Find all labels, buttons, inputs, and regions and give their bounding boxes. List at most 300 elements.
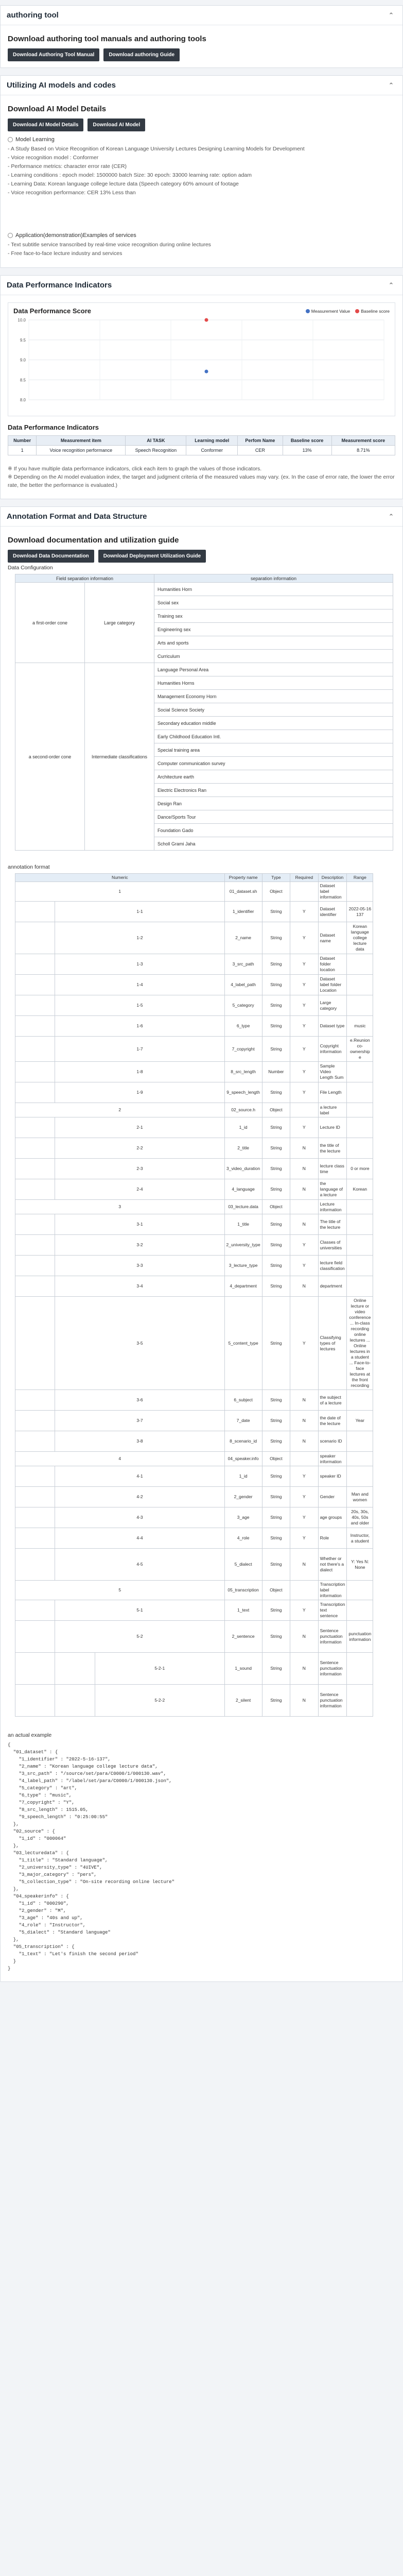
property-cell: 5_category xyxy=(224,995,262,1016)
download-documentation-button[interactable]: Download Data Documentation xyxy=(8,550,94,563)
type-cell: Number xyxy=(262,1062,290,1082)
type-cell: String xyxy=(262,902,290,922)
cfg-item-cell: Early Childhood Education Intl. xyxy=(154,730,393,743)
required-cell: Y xyxy=(290,1117,319,1138)
list-item: - Free face-to-face lecture industry and services xyxy=(8,250,122,257)
table-row xyxy=(15,1082,393,1103)
annotation-format-label: annotation format xyxy=(8,864,50,870)
type-cell: String xyxy=(262,1600,290,1621)
range-cell xyxy=(347,1581,373,1600)
numeric-cell: 5-1 xyxy=(55,1600,224,1621)
description-cell: Dataset label information xyxy=(318,882,347,902)
model-learning-list xyxy=(8,145,395,197)
type-cell: String xyxy=(262,1390,290,1411)
chart-legend xyxy=(306,309,390,314)
range-cell xyxy=(347,1117,373,1138)
range-cell: Online lecture or video conference ... In-class recording online lectures ... Online lectures in a student ... Face-to-face lectures at the front recording xyxy=(347,1297,373,1390)
numeric-cell: 1-9 xyxy=(55,1082,224,1103)
range-cell xyxy=(347,1256,373,1276)
required-cell: Y xyxy=(290,1082,319,1103)
cfg-item-cell: Training sex xyxy=(154,609,393,623)
property-cell: 2_university_type xyxy=(224,1235,262,1256)
type-cell: String xyxy=(262,1466,290,1487)
y-tick-label: 8.0 xyxy=(20,398,26,402)
required-cell: N xyxy=(290,1431,319,1452)
required-cell xyxy=(290,1452,319,1466)
indent-cell xyxy=(15,902,55,922)
type-cell: String xyxy=(262,954,290,975)
table-row[interactable] xyxy=(8,446,395,455)
numeric-cell: 2-1 xyxy=(55,1117,224,1138)
chevron-up-icon[interactable]: ⌃ xyxy=(388,281,394,289)
table-row xyxy=(15,1200,393,1214)
required-cell: N xyxy=(290,1179,319,1200)
y-tick-label: 9.0 xyxy=(20,358,26,363)
column-header: Required xyxy=(290,874,319,882)
property-cell: 4_role xyxy=(224,1528,262,1549)
range-cell xyxy=(347,1138,373,1159)
description-cell: Sample Video Length Sum xyxy=(318,1062,347,1082)
numeric-cell: 2 xyxy=(15,1103,225,1117)
type-cell: String xyxy=(262,995,290,1016)
cfg-field-cell: a first-order cone xyxy=(15,583,85,663)
table-cell: Conformer xyxy=(186,446,238,455)
chart-title: Data Performance Score xyxy=(13,307,92,315)
required-cell: Y xyxy=(290,1016,319,1037)
property-cell: 5_content_type xyxy=(224,1297,262,1390)
type-cell: String xyxy=(262,1159,290,1179)
authoring-section-title: authoring tool xyxy=(7,11,59,20)
cfg-item-cell: Electric Electronics Ran xyxy=(154,784,393,797)
numeric-cell: 3 xyxy=(15,1200,225,1214)
column-header: Number xyxy=(8,436,37,446)
property-cell: 7_copyright xyxy=(224,1037,262,1062)
range-cell: Korean xyxy=(347,1179,373,1200)
required-cell: Y xyxy=(290,902,319,922)
indent-cell xyxy=(15,1138,55,1159)
numeric-cell: 1-2 xyxy=(55,922,224,954)
numeric-cell: 5-2 xyxy=(55,1621,224,1653)
table-cell: 1 xyxy=(8,446,37,455)
property-cell: 5_dialect xyxy=(224,1549,262,1581)
performance-chart xyxy=(13,315,392,410)
type-cell: String xyxy=(262,1276,290,1297)
list-item: - Voice recognition performance: CER 13% Less than xyxy=(8,190,136,196)
indent-cell xyxy=(15,1235,55,1256)
table-row xyxy=(15,1117,393,1138)
property-cell: 2_title xyxy=(224,1138,262,1159)
type-cell: String xyxy=(262,1297,290,1390)
numeric-cell: 1 xyxy=(15,882,225,902)
cfg-item-cell: Arts and sports xyxy=(154,636,393,650)
range-cell xyxy=(347,1431,373,1452)
range-cell xyxy=(347,1685,373,1717)
description-cell: Classifying types of lectures xyxy=(318,1297,347,1390)
description-cell: the date of the lecture xyxy=(318,1411,347,1431)
type-cell: String xyxy=(262,1082,290,1103)
table-row xyxy=(15,1600,393,1621)
indent-cell xyxy=(55,1685,95,1717)
required-cell xyxy=(290,1581,319,1600)
required-cell: Y xyxy=(290,954,319,975)
performance-chart-card xyxy=(8,302,395,416)
range-cell: punctuation information xyxy=(347,1621,373,1653)
range-cell xyxy=(347,1600,373,1621)
table-row xyxy=(15,663,393,676)
type-cell: String xyxy=(262,1016,290,1037)
table-row xyxy=(15,882,393,902)
table-cell: 13% xyxy=(283,446,331,455)
authoring-section xyxy=(0,5,403,68)
download-model-button[interactable]: Download AI Model xyxy=(87,118,145,131)
download-utilization-guide-button[interactable]: Download Deployment Utilization Guide xyxy=(98,550,206,563)
list-item: - A Study Based on Voice Recognition of Korean Language University Lectures Designing Learning Models for Development xyxy=(8,146,305,152)
property-cell: 4_department xyxy=(224,1276,262,1297)
cfg-item-cell: Architecture earth xyxy=(154,770,393,784)
type-cell: String xyxy=(262,975,290,995)
indent-cell xyxy=(15,1037,55,1062)
table-row xyxy=(15,1507,393,1528)
column-header: Measurement item xyxy=(37,436,126,446)
property-cell: 6_type xyxy=(224,1016,262,1037)
required-cell: Y xyxy=(290,922,319,954)
range-cell xyxy=(347,1390,373,1411)
indent-cell xyxy=(15,1117,55,1138)
range-cell: Year xyxy=(347,1411,373,1431)
description-cell: Dataset name xyxy=(318,922,347,954)
cfg-item-cell: Special training area xyxy=(154,743,393,757)
table-row xyxy=(15,975,393,995)
property-cell: 01_dataset.sh xyxy=(224,882,262,902)
measurement-point[interactable] xyxy=(205,369,208,373)
property-cell: 7_date xyxy=(224,1411,262,1431)
list-item: - Learning conditions : epoch model: 1500000 batch Size: 30 epoch: 33000 learning rate: option adam xyxy=(8,172,252,178)
models-section xyxy=(0,75,403,268)
list-item: - Learning Data: Korean language college lecture data (Speech category 60% amount of footage xyxy=(8,181,239,187)
cfg-item-cell: Scholl Grami Jaha xyxy=(154,837,393,851)
performance-table xyxy=(8,435,395,455)
property-cell: 04_speaker.info xyxy=(224,1452,262,1466)
column-header: Measurement score xyxy=(331,436,395,446)
property-cell: 2_gender xyxy=(224,1487,262,1507)
cfg-item-cell: Curriculum xyxy=(154,650,393,663)
required-cell: Y xyxy=(290,1466,319,1487)
indent-cell xyxy=(15,1297,55,1390)
required-cell: N xyxy=(290,1159,319,1179)
numeric-cell: 1-7 xyxy=(55,1037,224,1062)
property-cell: 1_id xyxy=(224,1466,262,1487)
type-cell: String xyxy=(262,1549,290,1581)
range-cell: 20s, 30s, 40s, 50s and older xyxy=(347,1507,373,1528)
required-cell: Y xyxy=(290,995,319,1016)
data-config-table xyxy=(15,574,393,851)
property-cell: 2_sentence xyxy=(224,1621,262,1653)
range-cell xyxy=(347,882,373,902)
required-cell: N xyxy=(290,1685,319,1717)
numeric-cell: 1-1 xyxy=(55,902,224,922)
table-row xyxy=(15,1431,393,1452)
description-cell: Transcription label information xyxy=(318,1581,347,1600)
numeric-cell: 3-8 xyxy=(55,1431,224,1452)
type-cell: String xyxy=(262,1653,290,1685)
numeric-cell: 1-4 xyxy=(55,975,224,995)
download-manual-button[interactable]: Download Authoring Tool Manual xyxy=(8,48,99,61)
property-cell: 8_scenario_id xyxy=(224,1431,262,1452)
table-row xyxy=(15,1528,393,1549)
range-cell: 0 or more xyxy=(347,1159,373,1179)
indent-cell xyxy=(15,1159,55,1179)
required-cell: Y xyxy=(290,1062,319,1082)
range-cell: Korean language college lecture data xyxy=(347,922,373,954)
column-header: Range xyxy=(347,874,373,882)
indent-cell xyxy=(15,1549,55,1581)
table-row xyxy=(15,1390,393,1411)
required-cell xyxy=(290,882,319,902)
description-cell: Dataset type xyxy=(318,1016,347,1037)
cfg-item-cell: Social Science Society xyxy=(154,703,393,717)
type-cell: String xyxy=(262,1117,290,1138)
required-cell: N xyxy=(290,1549,319,1581)
description-cell: Sentence punctuation information xyxy=(318,1621,347,1653)
type-cell: String xyxy=(262,1507,290,1528)
cfg-header-sep: separation information xyxy=(154,574,393,583)
range-cell xyxy=(347,1653,373,1685)
description-cell: Whether or not there's a dialect xyxy=(318,1549,347,1581)
range-cell xyxy=(347,954,373,975)
table-row xyxy=(15,1256,393,1276)
property-cell: 3_age xyxy=(224,1507,262,1528)
indent-cell xyxy=(15,1082,55,1103)
cfg-item-cell: Management Economy Horn xyxy=(154,690,393,703)
column-header: Type xyxy=(262,874,290,882)
y-tick-label: 8.5 xyxy=(20,378,26,383)
annotation-format-table xyxy=(15,873,393,1717)
required-cell: N xyxy=(290,1214,319,1235)
cfg-item-cell: Humanities Horns xyxy=(154,676,393,690)
numeric-cell: 3-2 xyxy=(55,1235,224,1256)
numeric-cell: 4-5 xyxy=(55,1549,224,1581)
description-cell: Copyright information xyxy=(318,1037,347,1062)
chevron-up-icon[interactable]: ⌃ xyxy=(388,81,394,89)
range-cell xyxy=(347,995,373,1016)
property-cell: 4_label_path xyxy=(224,975,262,995)
baseline-point[interactable] xyxy=(205,318,208,322)
table-row xyxy=(15,583,393,596)
table-row xyxy=(15,1621,393,1653)
numeric-cell: 5 xyxy=(15,1581,225,1600)
range-cell xyxy=(347,975,373,995)
type-cell: Object xyxy=(262,1581,290,1600)
required-cell: N xyxy=(290,1390,319,1411)
numeric-cell: 3-7 xyxy=(55,1411,224,1431)
cfg-field-cell: a second-order cone xyxy=(15,663,85,851)
table-cell: CER xyxy=(238,446,283,455)
legend-baseline[interactable]: Baseline score xyxy=(355,309,390,314)
property-cell: 4_language xyxy=(224,1179,262,1200)
property-cell: 1_title xyxy=(224,1214,262,1235)
radio-icon[interactable] xyxy=(8,137,13,142)
indent-cell xyxy=(15,954,55,975)
numeric-cell: 5-2-2 xyxy=(95,1685,224,1717)
cfg-category-cell: Large category xyxy=(85,583,154,663)
indent-cell xyxy=(15,1621,55,1653)
description-cell: the title of the lecture xyxy=(318,1138,347,1159)
range-cell xyxy=(347,1235,373,1256)
table-row xyxy=(15,1685,393,1717)
description-cell: Lecture information xyxy=(318,1200,347,1214)
numeric-cell: 3-4 xyxy=(55,1276,224,1297)
table-row xyxy=(15,1549,393,1581)
download-guide-button[interactable]: Download authoring Guide xyxy=(103,48,180,61)
numeric-cell: 4-1 xyxy=(55,1466,224,1487)
type-cell: String xyxy=(262,1685,290,1717)
required-cell: Y xyxy=(290,1297,319,1390)
description-cell: File Length xyxy=(318,1082,347,1103)
table-row xyxy=(15,1452,393,1466)
property-cell: 1_id xyxy=(224,1117,262,1138)
required-cell: Y xyxy=(290,1600,319,1621)
radio-icon[interactable] xyxy=(8,233,13,238)
table-row xyxy=(15,1653,393,1685)
service-example-list xyxy=(8,241,395,258)
y-tick-label: 10.0 xyxy=(17,318,26,323)
type-cell: String xyxy=(262,1411,290,1431)
description-cell: age groups xyxy=(318,1507,347,1528)
property-cell: 1_text xyxy=(224,1600,262,1621)
service-example-option[interactable] xyxy=(8,232,395,239)
chevron-up-icon[interactable]: ⌃ xyxy=(388,512,394,520)
table-cell: 8.71% xyxy=(331,446,395,455)
table-row xyxy=(15,1411,393,1431)
numeric-cell: 3-3 xyxy=(55,1256,224,1276)
range-cell xyxy=(347,1466,373,1487)
required-cell: N xyxy=(290,1653,319,1685)
property-cell: 3_src_path xyxy=(224,954,262,975)
description-cell: Transcription text sentence xyxy=(318,1600,347,1621)
table-cell: Voice recognition performance xyxy=(37,446,126,455)
models-section-title: Utilizing AI models and codes xyxy=(7,81,116,90)
description-cell: the language of a lecture xyxy=(318,1179,347,1200)
service-example-label: Application(demonstration)Examples of services xyxy=(15,232,136,239)
table-row xyxy=(15,1159,393,1179)
example-code: { "01_dataset" : { "1_identifier" : "2022-5-16-137", "2_name" : "Korean language college lecture data", "3_src_path" : "/source/set/para/C0000/1/000130.wav", "4_label_path" : "/label/set/para/C0000/1/000130.json", "5_category" : "art", "6_type" : "music", "7_copyright" : "Y", "8_src_length" : 1515.05, "9_speech_length" : "0:25:00:55" }, "02_source" : { "1_id" : "000064" }, "03_lecturedata" : { "1_title" : "Standard language", "2_university_type" : "4UIVE", "3_major_category" : "pers", "5_collection_type" : "On-site recording online lecture" }, "04_speakerinfo" : { "1_id" : "000290", "2_gender" : "M", "3_age" : "40s and up", "4_role" : "Instructor", "5_dialect" : "Standard language" }, "05_transcription" : { "1_text" : "Let's finish the second period" } } xyxy=(8,1742,175,1971)
indent-cell xyxy=(15,1466,55,1487)
description-cell: speaker ID xyxy=(318,1466,347,1487)
y-tick-label: 9.5 xyxy=(20,337,26,343)
indent-cell xyxy=(15,1062,55,1082)
required-cell: Y xyxy=(290,975,319,995)
table-row xyxy=(15,902,393,922)
indent-cell xyxy=(15,1507,55,1528)
indent-cell xyxy=(15,1431,55,1452)
table-row xyxy=(15,1466,393,1487)
required-cell: Y xyxy=(290,1528,319,1549)
column-header: Learning model xyxy=(186,436,238,446)
cfg-item-cell: Secondary education middle xyxy=(154,717,393,730)
range-cell xyxy=(347,1082,373,1103)
description-cell: Large category xyxy=(318,995,347,1016)
indent-cell xyxy=(15,995,55,1016)
annotation-heading: Download documentation and utilization guide xyxy=(8,536,179,545)
numeric-cell: 3-5 xyxy=(55,1297,224,1390)
column-header: Perfom Name xyxy=(238,436,283,446)
description-cell: Dataset folder location xyxy=(318,954,347,975)
models-heading: Download AI Model Details xyxy=(8,105,107,113)
type-cell: Object xyxy=(262,1200,290,1214)
indent-cell xyxy=(15,922,55,954)
range-cell: Y: Yes N: None xyxy=(347,1549,373,1581)
description-cell: Role xyxy=(318,1528,347,1549)
legend-measurement[interactable]: Measurement Value xyxy=(306,309,350,314)
range-cell: 2022-05-16 137 xyxy=(347,902,373,922)
numeric-cell: 1-8 xyxy=(55,1062,224,1082)
download-model-details-button[interactable]: Download AI Model Details xyxy=(8,118,83,131)
type-cell: String xyxy=(262,1179,290,1200)
numeric-cell: 2-3 xyxy=(55,1159,224,1179)
numeric-cell: 1-5 xyxy=(55,995,224,1016)
cfg-item-cell: Humanities Horn xyxy=(154,583,393,596)
type-cell: String xyxy=(262,1037,290,1062)
property-cell: 3_video_duration xyxy=(224,1159,262,1179)
required-cell: N xyxy=(290,1138,319,1159)
required-cell: Y xyxy=(290,1256,319,1276)
chevron-up-icon[interactable]: ⌃ xyxy=(388,11,394,19)
description-cell: The title of the lecture xyxy=(318,1214,347,1235)
type-cell: Object xyxy=(262,882,290,902)
property-cell: 2_name xyxy=(224,922,262,954)
description-cell: lecture class time xyxy=(318,1159,347,1179)
indent-cell xyxy=(15,1685,55,1717)
table-row xyxy=(15,1138,393,1159)
property-cell: 02_source.h xyxy=(224,1103,262,1117)
property-cell: 05_transcription xyxy=(224,1581,262,1600)
numeric-cell: 4-4 xyxy=(55,1528,224,1549)
table-row xyxy=(15,1103,393,1117)
numeric-cell: 5-2-1 xyxy=(95,1653,224,1685)
indent-cell xyxy=(15,1390,55,1411)
type-cell: String xyxy=(262,1528,290,1549)
cfg-item-cell: Computer communication survey xyxy=(154,757,393,770)
performance-table-title: Data Performance Indicators xyxy=(8,423,99,431)
model-learning-option[interactable] xyxy=(8,137,395,143)
annotation-section-title: Annotation Format and Data Structure xyxy=(7,512,147,521)
indent-cell xyxy=(15,1214,55,1235)
table-row xyxy=(15,922,393,954)
performance-note-1: ※ If you have multiple data performance indicators, click each item to graph the values of those indicators. xyxy=(8,466,262,472)
column-header: Numeric xyxy=(15,874,225,882)
list-item: - Performance metrics: character error rate (CER) xyxy=(8,163,127,170)
numeric-cell: 4-3 xyxy=(55,1507,224,1528)
type-cell: String xyxy=(262,922,290,954)
required-cell: Y xyxy=(290,1235,319,1256)
property-cell: 6_subject xyxy=(224,1390,262,1411)
range-cell xyxy=(347,1103,373,1117)
description-cell: department xyxy=(318,1276,347,1297)
type-cell: String xyxy=(262,1431,290,1452)
description-cell: Classes of universities xyxy=(318,1235,347,1256)
description-cell: scenario ID xyxy=(318,1431,347,1452)
list-item: - Text subtitle service transcribed by real-time voice recognition during online lectures xyxy=(8,242,211,248)
description-cell: speaker information xyxy=(318,1452,347,1466)
indent-cell xyxy=(15,1653,55,1685)
column-header: AI TASK xyxy=(126,436,186,446)
indent-cell xyxy=(15,1528,55,1549)
table-row xyxy=(15,1581,393,1600)
list-item: - Voice recognition model : Conformer xyxy=(8,155,99,161)
cfg-item-cell: Language Personal Area xyxy=(154,663,393,676)
table-row xyxy=(15,1487,393,1507)
property-cell: 9_speech_length xyxy=(224,1082,262,1103)
